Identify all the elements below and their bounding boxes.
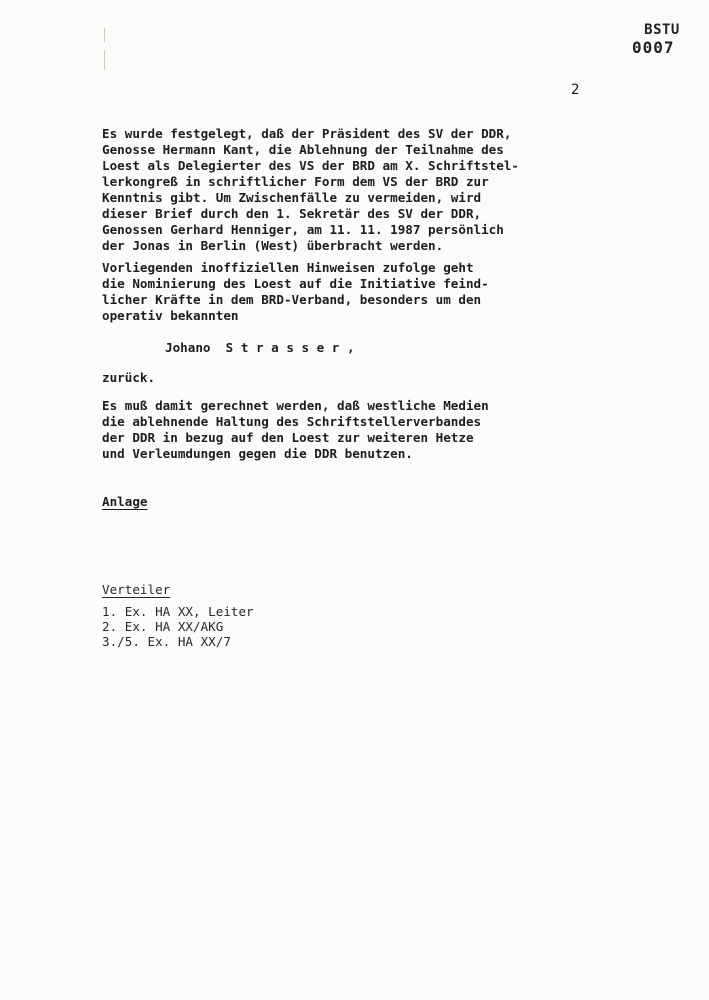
text-line: licher Kräfte in dem BRD-Verband, besonders um den (102, 292, 482, 307)
attachment-heading: Anlage (102, 494, 148, 509)
text-line: Genosse Hermann Kant, die Ablehnung der Teilnahme des (102, 142, 504, 157)
text-line: Es muß damit gerechnet werden, daß westliche Medien (102, 398, 489, 413)
zurueck-line: zurück. (102, 370, 156, 385)
archive-stamp (632, 22, 692, 56)
text-line: der DDR in bezug auf den Loest zur weiteren Hetze (102, 430, 474, 445)
person-name-line: Johano S t r a s s e r , (165, 340, 355, 355)
distribution-heading: Verteiler (102, 582, 171, 597)
text-line: Kenntnis gibt. Um Zwischenfälle zu vermeiden, wird (102, 190, 482, 205)
paragraph-1 (102, 126, 622, 254)
distribution-item: 1. Ex. HA XX, Leiter (102, 604, 254, 619)
archive-stamp-number: 0007 (632, 38, 675, 57)
text-line: Vorliegenden inoffiziellen Hinweisen zufolge geht (102, 260, 474, 275)
text-line: operativ bekannten (102, 308, 239, 323)
text-line: die Nominierung des Loest auf die Initiative feind- (102, 276, 489, 291)
text-line: Loest als Delegierter des VS der BRD am X. Schriftstel- (102, 158, 520, 173)
text-line: Genossen Gerhard Henniger, am 11. 11. 1987 persönlich (102, 222, 504, 237)
paragraph-2 (102, 260, 622, 324)
text-line: der Jonas in Berlin (West) überbracht werden. (102, 238, 444, 253)
text-line: die ablehnende Haltung des Schriftstellerverbandes (102, 414, 482, 429)
margin-mark (104, 50, 105, 70)
distribution-list (102, 582, 254, 649)
text-line: dieser Brief durch den 1. Sekretär des SV der DDR, (102, 206, 482, 221)
text-line: Es wurde festgelegt, daß der Präsident des SV der DDR, (102, 126, 512, 141)
text-line: lerkongreß in schriftlicher Form dem VS der BRD zur (102, 174, 489, 189)
text-line: und Verleumdungen gegen die DDR benutzen. (102, 446, 413, 461)
distribution-item: 2. Ex. HA XX/AKG (102, 619, 224, 634)
paragraph-3 (102, 398, 622, 462)
distribution-item: 3./5. Ex. HA XX/7 (102, 634, 231, 649)
page-number: 2 (571, 82, 580, 98)
margin-mark (104, 28, 105, 42)
archive-stamp-label: BSTU (644, 22, 680, 38)
